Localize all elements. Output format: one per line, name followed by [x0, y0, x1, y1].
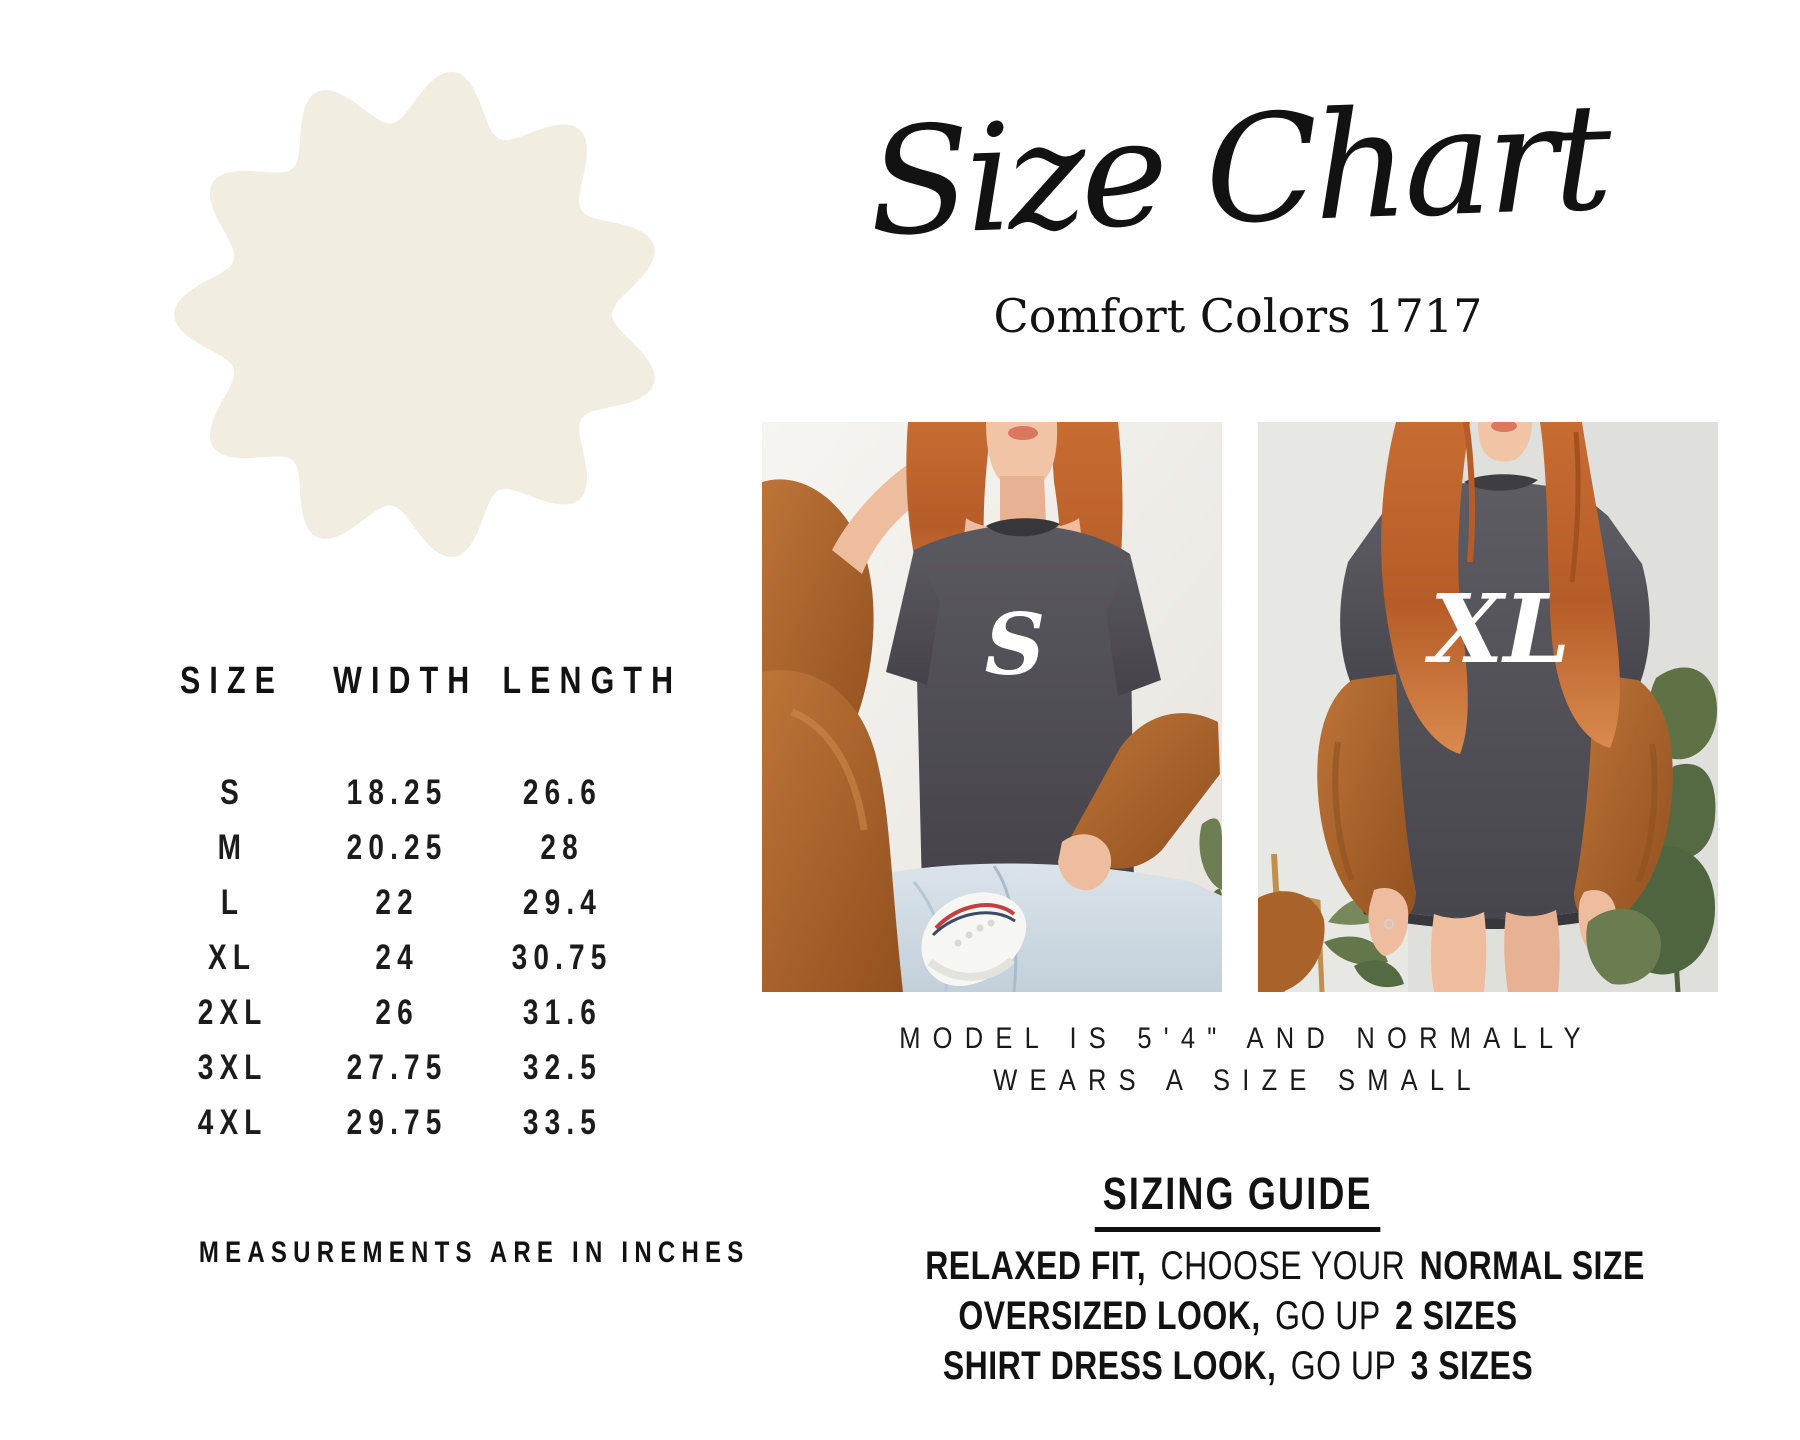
sizing-guide-heading: SIZING GUIDE	[1095, 1168, 1381, 1232]
page-title: Size Chart	[866, 71, 1610, 269]
sizing-guide-lines	[838, 1244, 1645, 1388]
page-subtitle: Comfort Colors 1717	[993, 289, 1483, 343]
table-row: XL 24 30.75	[208, 937, 613, 977]
sizing-guide	[838, 1168, 1645, 1388]
table-row: 4XL 29.75 33.5	[197, 1102, 603, 1142]
model-caption-line2: WEARS A SIZE SMALL	[993, 1064, 1483, 1097]
shirt-size-letter-s: S	[984, 595, 1046, 694]
sizing-guide-line: OVERSIZED LOOK, GO UP 2 SIZES	[958, 1294, 1518, 1338]
shirt-size-letter-xl: XL	[1429, 574, 1571, 685]
table-row: 3XL 27.75 32.5	[197, 1047, 603, 1087]
size-table	[150, 660, 683, 1150]
photo-model-size-xl	[1258, 422, 1718, 992]
photo-small-tee-illustration	[762, 422, 1222, 992]
size-table-header	[150, 660, 683, 703]
photo-model-size-s	[762, 422, 1222, 992]
sizing-guide-line: SHIRT DRESS LOOK, GO UP 3 SIZES	[942, 1344, 1534, 1388]
photo-oversized-tee-illustration	[1258, 422, 1718, 992]
size-table-rows	[150, 765, 645, 1150]
flower-path	[174, 72, 655, 557]
table-row: S 18.25 26.6	[220, 772, 603, 812]
flower-shape	[174, 64, 664, 565]
col-header-size: SIZE	[180, 660, 285, 702]
col-header-length: LENGTH	[502, 660, 683, 702]
table-row: L 22 29.4	[220, 882, 603, 922]
model-caption-line1: MODEL IS 5'4" AND NORMALLY	[899, 1022, 1593, 1055]
measurements-footnote: MEASUREMENTS ARE IN INCHES	[198, 1236, 750, 1269]
model-caption	[838, 1018, 1638, 1102]
table-row: 2XL 26 31.6	[197, 992, 603, 1032]
sizing-guide-line: RELAXED FIT, CHOOSE YOUR NORMAL SIZE	[925, 1244, 1645, 1288]
col-header-width: WIDTH	[333, 660, 479, 702]
table-row: M 20.25 28	[217, 827, 585, 867]
